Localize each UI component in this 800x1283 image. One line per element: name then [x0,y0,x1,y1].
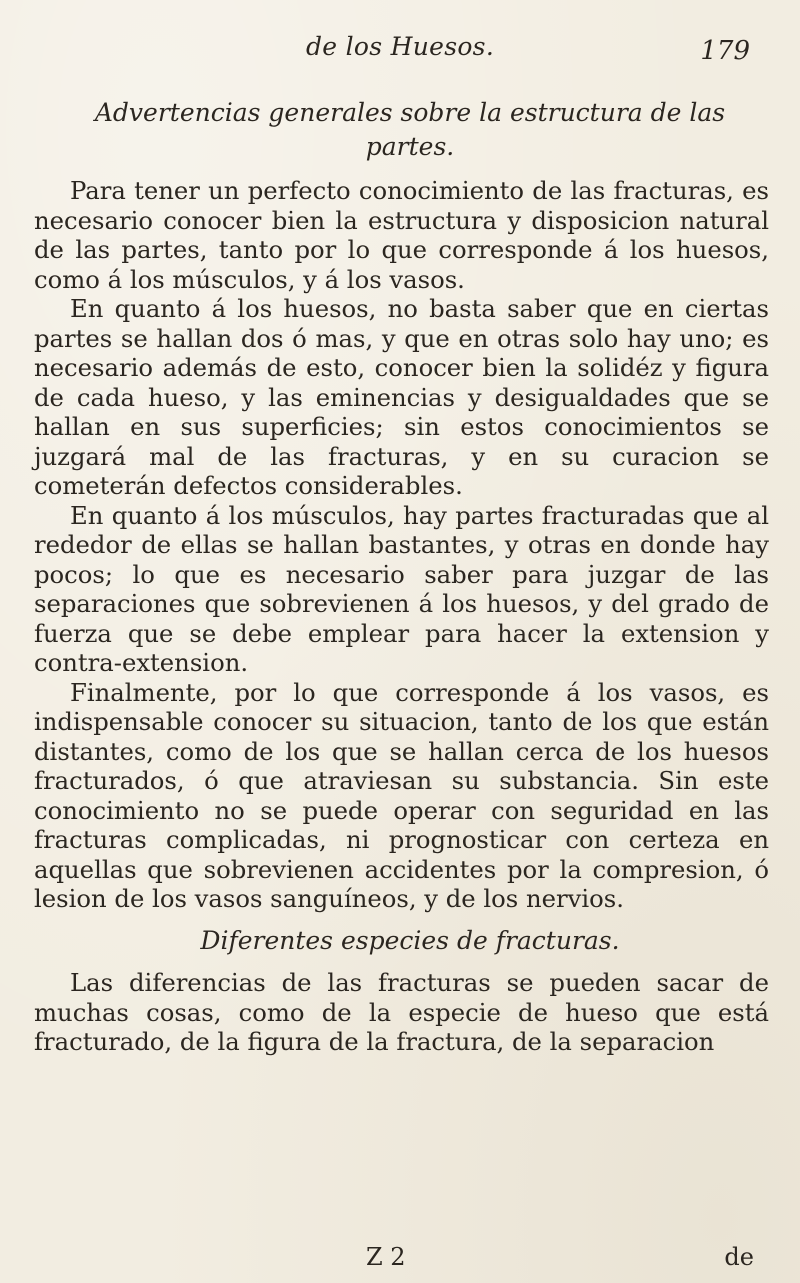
catchword: de [724,1243,754,1271]
signature-mark: Z 2 [366,1243,406,1271]
page-number: 179 [700,36,750,66]
section-heading-advertencias: Advertencias generales sobre la estructura de las partes. [94,98,726,161]
paragraph-intro: Para tener un perfecto conocimiento de las fracturas, es necesario conocer bien la estructura y disposicion natural de las partes, tanto por lo que corresponde á los huesos, como á los músculos, y á los vasos. [34,176,769,294]
page-footer [0,1243,800,1277]
section-body-especies [34,968,769,1057]
running-title: de los Huesos. [305,32,495,61]
paragraph-musculos: En quanto á los músculos, hay partes fracturadas que al rededor de ellas se hallan bastantes, y otras en donde hay pocos; lo que es necesario saber para juzgar de las separaciones que sobrevienen á los huesos, y del grado de fuerza que se debe emplear para hacer la extension y contra-extension. [34,500,769,677]
section-heading-especies: Diferentes especies de fracturas. [200,926,620,955]
running-head [0,30,800,70]
paragraph-vasos: Finalmente, por lo que corresponde á los vasos, es indispensable conocer su situacion, tanto de los que están distantes, como de los que se hallan cerca de los huesos fracturados, ó que atraviesan su substancia. Sin este conocimiento no se puede operar con seguridad en las fracturas complicadas, ni prognosticar con certeza en aquellas que sobrevienen accidentes por la compresion, ó lesion de los vasos sanguíneos, y de los nervios. [34,677,769,913]
section-body-advertencias [34,176,769,914]
paragraph-diferencias: Las diferencias de las fracturas se pueden sacar de muchas cosas, como de la especie de hueso que está fracturado, de la figura de la fractura, de la separacion [34,968,769,1056]
paragraph-huesos: En quanto á los huesos, no basta saber que en ciertas partes se hallan dos ó mas, y que en otras solo hay uno; es necesario además de esto, conocer bien la solidéz y figura de cada hueso, y las eminencias y desigualdades que se hallan en sus superficies; sin estos conocimientos se juzgará mal de las fracturas, y en su curacion se cometerán defectos considerables. [34,294,769,500]
